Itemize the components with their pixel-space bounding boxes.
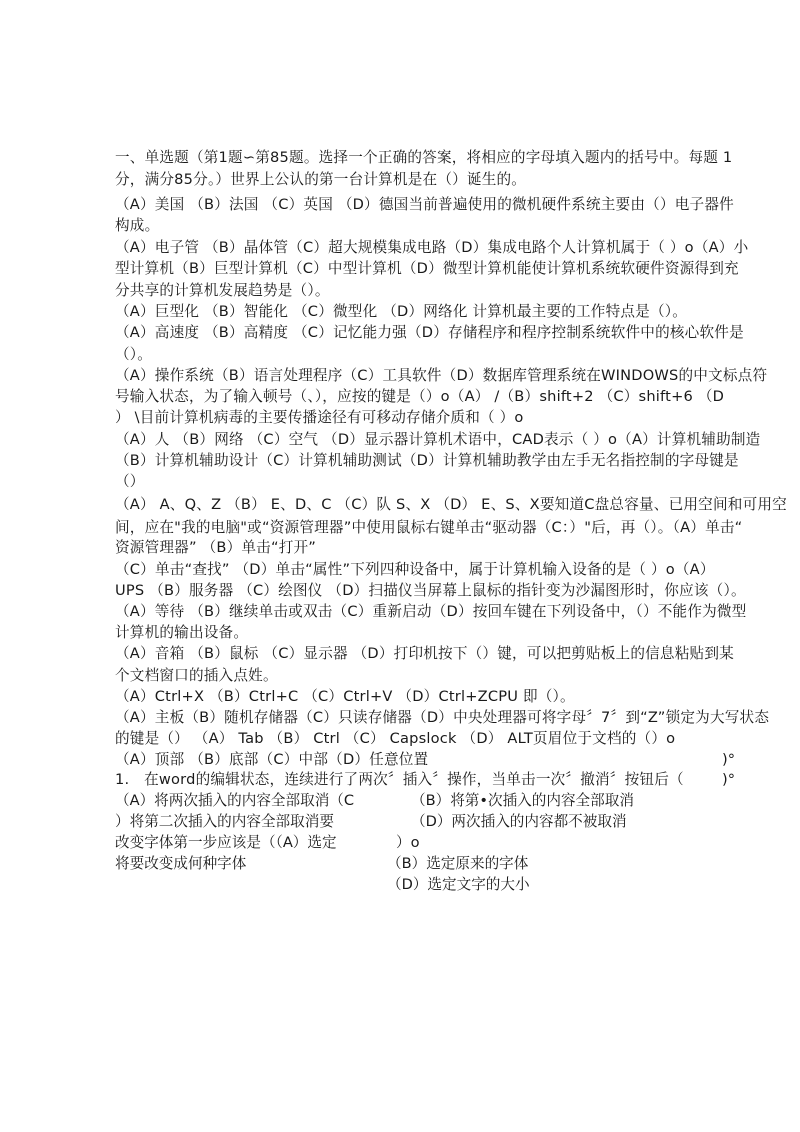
text-line: 资源管理器” （B）单击“打开”: [115, 539, 317, 556]
text-line: （A） A、Q、Z （B） E、D、C （C）队 S、X （D） E、S、X要知道C盘总容量、已用空间和可用空: [115, 496, 787, 513]
text-line: （A）巨型化 （B）智能化 （C）微型化 （D）网络化 计算机最主要的工作特点是（）。: [115, 303, 688, 320]
text-line: 间，应在"我的电脑"或“资源管理器”中使用鼠标右键单击“驱动器（C：）"后，再（）。（A）单击“: [115, 519, 743, 536]
text-line: UPS （B）服务器 （C）绘图仪 （D）扫描仪当屏幕上鼠标的指针变为沙漏图形时，你应该（）。: [115, 582, 746, 599]
text-line: （A）操作系统（B）语言处理程序（C）工具软件（D）数据库管理系统在WINDOWS的中文标点符: [115, 367, 768, 384]
option-line: 将要改变成何种字体: [115, 855, 247, 872]
answer-paren: )°: [722, 751, 735, 768]
text-line: （B）计算机辅助设计（C）计算机辅助测试（D）计算机辅助教学由左手无名指控制的字母键是: [115, 452, 739, 469]
text-line: 型计算机（B）巨型计算机（C）中型计算机（D）微型计算机能使计算机系统软硬件资源得到充: [115, 260, 739, 277]
text-line: （A）人 （B）网络 （C）空气 （D）显示器计算机术语中，CAD表示（ ）o（A）计算机辅助制造: [115, 431, 761, 448]
text-line: （）: [115, 473, 145, 490]
text-line: （C）单击“查找” （D）单击“属性”下列四种设备中，属于计算机输入设备的是（ ）o（A）: [115, 561, 715, 578]
text-line: （A）高速度 （B）高精度 （C）记忆能力强（D）存储程序和程序控制系统软件中的核心软件是: [115, 324, 744, 341]
text-line: 号输入状态，为了输入顿号（、），应按的键是（）o（A） /（B）shift+2 （C）shift+6 （D: [115, 388, 725, 405]
option-line: （D）两次插入的内容都不被取消: [411, 813, 627, 830]
option-line: ）o: [396, 834, 420, 851]
text-line: 个文档窗口的插入点姓。: [115, 667, 278, 684]
text-line: （A）电子管 （B）晶体管（C）超大规模集成电路（D）集成电路个人计算机属于（ ）o（A）小: [115, 239, 749, 256]
text-line: ） \目前计算机病毒的主要传播途径有可移动存储介质和（ ）o: [115, 409, 524, 426]
text-line: （）。: [115, 346, 153, 363]
option-line: （D）选定文字的大小: [387, 876, 530, 893]
text-line: 计算机的输出设备。: [115, 624, 249, 641]
answer-paren: )°: [722, 771, 735, 788]
text-line: （A）音箱 （B）鼠标 （C）显示器 （D）打印机按下（）键，可以把剪贴板上的信息粘贴到某: [115, 645, 734, 662]
text-line: （A）美国 （B）法国 （C）英国 （D）德国当前普遍使用的微机硬件系统主要由（）电子器件: [115, 196, 734, 213]
option-line: （B）将第•次插入的内容全部取消: [411, 792, 634, 809]
text-line: 分，满分85分。）世界上公认的第一台计算机是在（）诞生的。: [115, 171, 527, 188]
option-line: （B）选定原来的字体: [387, 855, 529, 872]
option-line: ）将第二次插入的内容全部取消要: [115, 813, 334, 830]
text-line: （A）主板（B）随机存储器（C）只读存储器（D）中央处理器可将字母〞7〞到“Z”锁定为大写状态: [115, 709, 770, 726]
text-line: 构成。: [115, 217, 160, 234]
text-line: （A）等待 （B）继续单击或双击（C）重新启动（D）按回车键在下列设备中，（）不能作为微型: [115, 603, 747, 620]
text-line: （A）Ctrl+X （B）Ctrl+C （C）Ctrl+V （D）Ctrl+ZCPU 即（）。: [115, 688, 575, 705]
text-line: 一、单选题（第1题∽第85题。选择一个正确的答案，将相应的字母填入题内的括号中。每题 1: [115, 149, 733, 166]
text-line: 分共享的计算机发展趋势是（）。: [115, 282, 330, 299]
option-line: （A）将两次插入的内容全部取消（C: [115, 792, 355, 809]
text-line: 1. 在word的编辑状态，连续进行了两次〞插入〞操作，当单击一次〞撤消〞按钮后（: [115, 771, 684, 788]
option-line: 改变字体第一步应该是（（A）选定: [115, 834, 337, 851]
text-line: （A）顶部 （B）底部（C）中部（D）任意位置: [115, 751, 429, 768]
text-line: 的键是（） （A） Tab （B） Ctrl （C） Capslock （D） ALT页眉位于文档的（）o: [115, 730, 676, 747]
